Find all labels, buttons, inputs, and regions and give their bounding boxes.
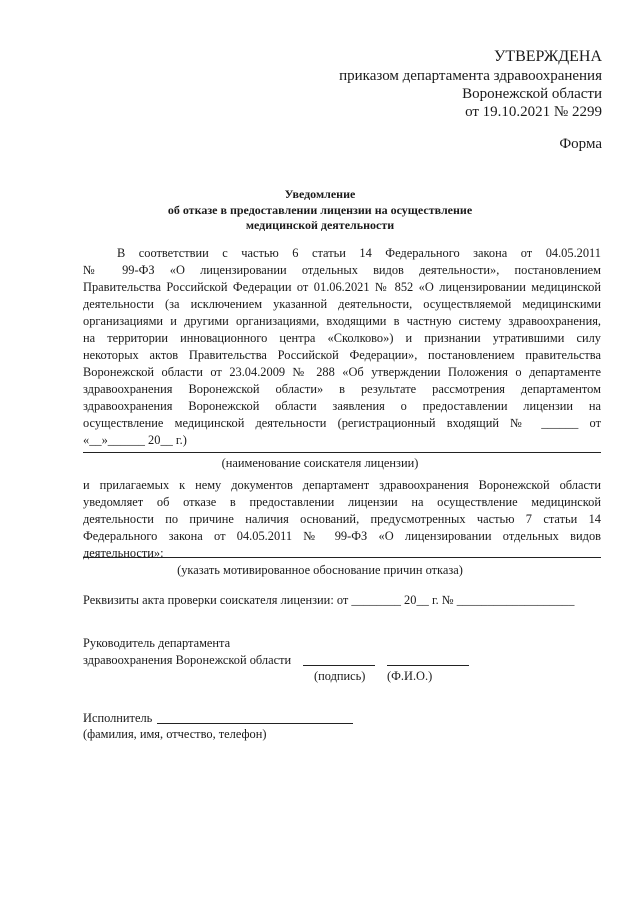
executor-line[interactable] — [157, 723, 353, 724]
paragraph1-line: здравоохранения Воронежской области заявления о предоставлении лицензии на — [83, 399, 601, 413]
paragraph1-line: Правительства Российской Федерации от 01.06.2021 № 852 «О лицензировании медицинской — [83, 280, 601, 294]
paragraph1-line: здравоохранения Воронежской области» в результате рассмотрения департаментом — [83, 382, 601, 396]
approval-line-3: от 19.10.2021 № 2299 — [465, 104, 602, 120]
executor-label: Исполнитель — [83, 711, 153, 725]
approval-status: УТВЕРЖДЕНА — [493, 48, 602, 65]
paragraph2-line: и прилагаемых к нему документов департамент здравоохранения Воронежской области — [83, 478, 601, 492]
signature-caption: (подпись) — [314, 669, 366, 683]
applicant-caption: (наименование соискателя лицензии) — [221, 456, 419, 470]
title-line-1: Уведомление — [284, 187, 356, 201]
approval-line-1: приказом департамента здравоохранения — [339, 68, 602, 84]
paragraph1-line: организациями и другими организациями, входящими в частную систему здравоохранения, — [83, 314, 601, 328]
paragraph1-line: деятельности (за исключением указанной деятельности, осуществляемой медицинскими — [83, 297, 601, 311]
paragraph1-line: В соответствии с частью 6 статьи 14 Федерального закона от 04.05.2011 — [117, 246, 601, 260]
title-line-3: медицинской деятельности — [245, 218, 395, 232]
paragraph2-line: уведомляет об отказе в предоставлении лицензии на осуществление медицинской — [83, 495, 601, 509]
reason-line[interactable] — [83, 557, 601, 558]
applicant-name-line[interactable] — [83, 452, 601, 453]
approval-line-2: Воронежской области — [462, 86, 602, 102]
form-label: Форма — [559, 136, 602, 152]
executor-caption: (фамилия, имя, отчество, телефон) — [83, 727, 267, 741]
title-line-2: об отказе в предоставлении лицензии на осуществление — [167, 203, 473, 217]
paragraph1-line: осуществление медицинской деятельности (регистрационный входящий № ______ от — [83, 416, 601, 430]
head-line-2: здравоохранения Воронежской области — [83, 653, 292, 667]
reason-caption: (указать мотивированное обоснование причин отказа) — [177, 563, 463, 577]
paragraph1-line: «__»______ 20__ г.) — [83, 433, 187, 447]
head-line-1: Руководитель департамента — [83, 636, 231, 650]
paragraph1-line: некоторых актов Правительства Российской Федерации», постановлением правительства — [83, 348, 601, 362]
paragraph1-line: Воронежской области от 23.04.2009 № 288 «Об утверждении Положения о департаменте — [83, 365, 601, 379]
paragraph2-line: деятельности»: — [83, 546, 164, 560]
inspection-act-line: Реквизиты акта проверки соискателя лицензии: от ________ 20__ г. № ___________________ — [83, 593, 575, 607]
paragraph1-line: № 99-ФЗ «О лицензировании отдельных видов деятельности», постановлением — [83, 263, 601, 277]
signature-line[interactable] — [303, 665, 375, 666]
paragraph2-line: Федерального закона от 04.05.2011 № 99-ФЗ «О лицензировании отдельных видов — [83, 529, 601, 543]
paragraph1-line: на территории инновационного центра «Сколково») и признании утратившими силу — [83, 331, 601, 345]
name-caption: (Ф.И.О.) — [387, 669, 433, 683]
full-name-line[interactable] — [387, 665, 469, 666]
paragraph2-line: деятельности по причине наличия оснований, предусмотренных частью 7 статьи 14 — [83, 512, 601, 526]
